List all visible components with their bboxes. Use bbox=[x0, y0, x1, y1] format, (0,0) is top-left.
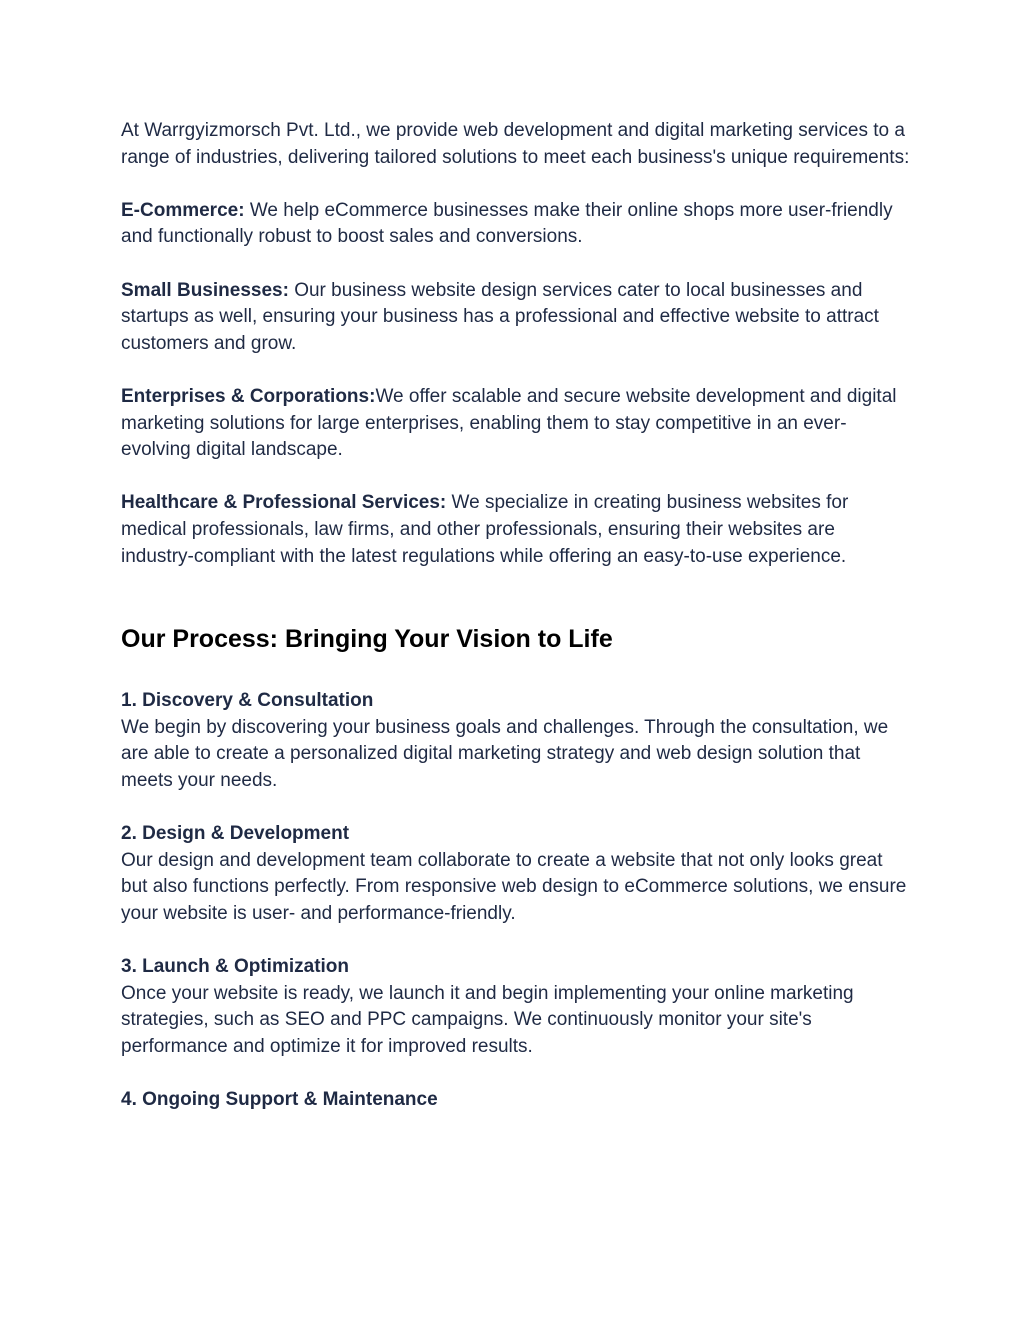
process-step-launch bbox=[121, 954, 911, 1060]
industry-text: We help eCommerce businesses make their online shops more user-friendly and functionally robust to boost sales and conversions. bbox=[121, 199, 893, 248]
industry-text: We specialize in creating business websites for medical professionals, law firms, and other professionals, ensuring their websites are industry-compliant with the latest regulations while offering an easy-to-use experience. bbox=[121, 492, 849, 567]
step-title: 3. Launch & Optimization bbox=[121, 956, 350, 978]
process-step-discovery bbox=[121, 688, 911, 794]
step-body: Once your website is ready, we launch it and begin implementing your online marketing strategies, such as SEO and PPC campaigns. We continuously monitor your site's performance and optimize it for improved results. bbox=[121, 982, 854, 1057]
industry-ecommerce bbox=[121, 198, 911, 251]
industry-label: E-Commerce: bbox=[121, 199, 245, 221]
step-body: Our design and development team collaborate to create a website that not only looks great but also functions perfectly. From responsive web design to eCommerce solutions, we ensure your website is user- and performance-friendly. bbox=[121, 849, 907, 924]
industry-enterprises bbox=[121, 384, 911, 464]
process-heading: Our Process: Bringing Your Vision to Life bbox=[121, 625, 613, 654]
step-title: 2. Design & Development bbox=[121, 823, 350, 845]
industry-small-businesses bbox=[121, 278, 911, 358]
industry-text: We offer scalable and secure website development and digital marketing solutions for large enterprises, enabling them to stay competitive in an ever-evolving digital landscape. bbox=[121, 385, 897, 461]
step-body: We begin by discovering your business goals and challenges. Through the consultation, we are able to create a personalized digital marketing strategy and web design solution that meets your needs. bbox=[121, 716, 889, 791]
process-step-design bbox=[121, 821, 911, 927]
industry-text: Our business website design services cater to local businesses and startups as well, ensuring your business has a professional and effective website to attract customers and grow. bbox=[121, 279, 879, 354]
step-title: 1. Discovery & Consultation bbox=[121, 690, 374, 712]
step-title: 4. Ongoing Support & Maintenance bbox=[121, 1089, 438, 1110]
intro-paragraph: At Warrgyizmorsch Pvt. Ltd., we provide web development and digital marketing services to a range of industries, delivering tailored solutions to meet each business's unique requirements: bbox=[121, 120, 910, 168]
document-page bbox=[121, 118, 911, 1140]
industry-label: Healthcare & Professional Services: bbox=[121, 492, 447, 514]
industry-label: Enterprises & Corporations: bbox=[121, 385, 376, 407]
industry-label: Small Businesses: bbox=[121, 279, 289, 301]
industry-healthcare bbox=[121, 490, 911, 570]
process-step-support bbox=[121, 1087, 911, 1114]
